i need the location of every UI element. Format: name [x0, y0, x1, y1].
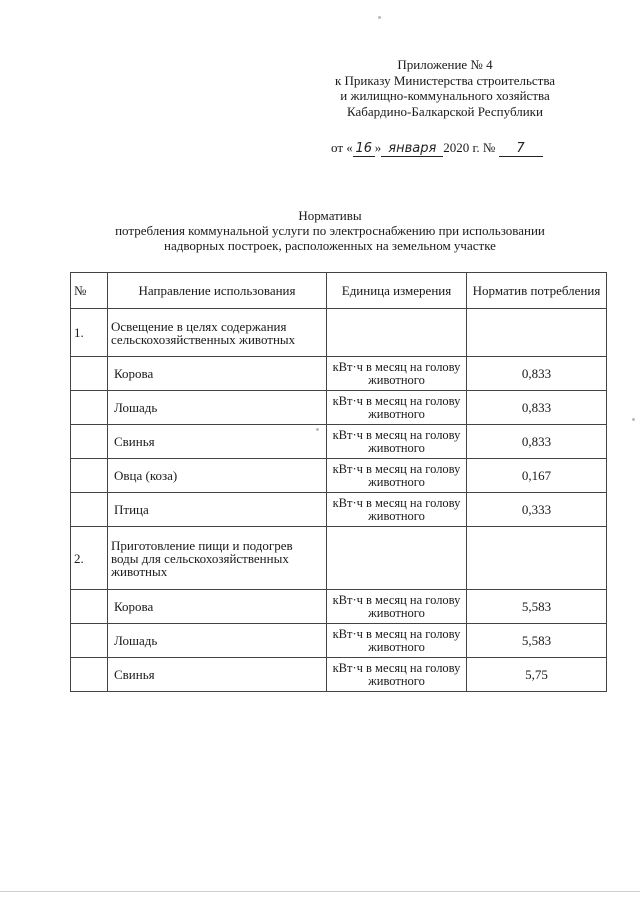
unit-cell: кВт·ч в месяц на голову животного	[327, 658, 467, 692]
date-month-handwritten: января	[388, 141, 437, 156]
animal-name: Корова	[108, 590, 327, 624]
table-row	[71, 391, 607, 425]
norm-value: 0,167	[467, 459, 607, 493]
section-title: Освещение в целях содержания сельскохозяйственных животных	[108, 309, 327, 357]
date-year: 2020 г. №	[443, 140, 496, 155]
table-row	[71, 624, 607, 658]
section-row	[71, 309, 607, 357]
unit-cell: кВт·ч в месяц на голову животного	[327, 459, 467, 493]
scan-speck	[632, 418, 635, 421]
norm-value: 5,75	[467, 658, 607, 692]
section-row	[71, 527, 607, 590]
table-row	[71, 493, 607, 527]
appendix-order-ref: к Приказу Министерства строительства	[334, 72, 556, 88]
table-row	[71, 425, 607, 459]
unit-cell: кВт·ч в месяц на голову животного	[327, 391, 467, 425]
table-row	[71, 658, 607, 692]
header-direction: Направление использования	[108, 273, 327, 309]
appendix-order-ref-2: и жилищно-коммунального хозяйства	[340, 88, 550, 103]
table-row	[71, 357, 607, 391]
appendix-number: Приложение № 4	[397, 57, 493, 72]
order-number-handwritten: 7	[516, 141, 525, 156]
header-norm: Норматив потребления	[467, 273, 607, 309]
appendix-header	[300, 57, 590, 119]
table-row	[71, 590, 607, 624]
animal-name: Птица	[108, 493, 327, 527]
section-title: Приготовление пищи и подогрев воды для сельскохозяйственных животных	[108, 527, 327, 590]
scan-bottom-edge	[0, 891, 640, 892]
section-number: 1.	[71, 309, 108, 357]
document-title	[60, 208, 600, 253]
unit-cell: кВт·ч в месяц на голову животного	[327, 590, 467, 624]
table-row	[71, 459, 607, 493]
unit-cell: кВт·ч в месяц на голову животного	[327, 357, 467, 391]
title-subtitle-1: потребления коммунальной услуги по электроснабжению при использовании	[115, 223, 545, 238]
norm-value: 5,583	[467, 590, 607, 624]
scan-speck	[378, 16, 381, 19]
date-prefix: от «	[331, 140, 353, 155]
animal-name: Свинья	[108, 658, 327, 692]
norm-value: 5,583	[467, 624, 607, 658]
table-header-row	[71, 273, 607, 309]
unit-cell: кВт·ч в месяц на голову животного	[327, 493, 467, 527]
norms-table	[70, 272, 607, 692]
animal-name: Лошадь	[108, 624, 327, 658]
norm-value: 0,833	[467, 391, 607, 425]
date-quote-close: »	[374, 140, 382, 155]
norm-value: 0,833	[467, 357, 607, 391]
order-date-line	[331, 140, 601, 157]
title-subtitle-2: надворных построек, расположенных на земельном участке	[164, 238, 496, 253]
animal-name: Овца (коза)	[108, 459, 327, 493]
unit-cell: кВт·ч в месяц на голову животного	[327, 624, 467, 658]
header-unit: Единица измерения	[327, 273, 467, 309]
header-number: №	[71, 273, 108, 309]
animal-name: Корова	[108, 357, 327, 391]
norm-value: 0,333	[467, 493, 607, 527]
appendix-republic: Кабардино-Балкарской Республики	[347, 103, 543, 119]
title-heading: Нормативы	[298, 208, 362, 223]
date-day-handwritten: 16	[355, 141, 373, 156]
norm-value: 0,833	[467, 425, 607, 459]
animal-name: Лошадь	[108, 391, 327, 425]
section-number: 2.	[71, 527, 108, 590]
animal-name: Свинья	[108, 425, 327, 459]
unit-cell: кВт·ч в месяц на голову животного	[327, 425, 467, 459]
